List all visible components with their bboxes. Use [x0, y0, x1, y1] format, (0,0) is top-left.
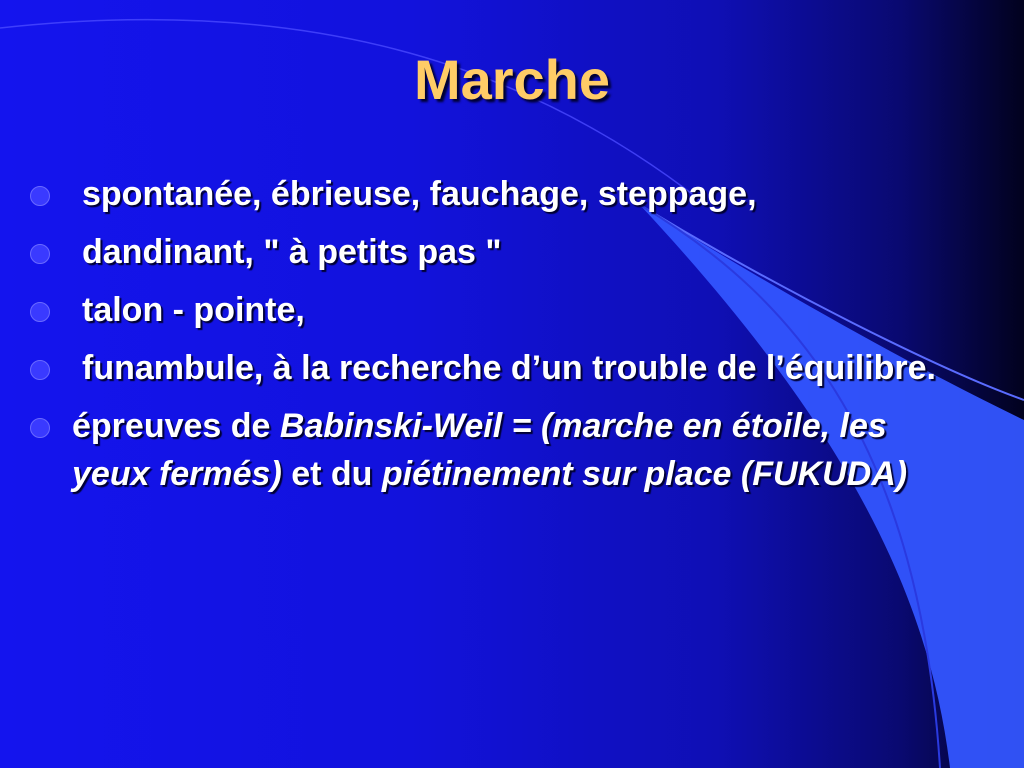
bullet-text: épreuves de — [72, 407, 280, 445]
bullet-item — [30, 344, 960, 392]
babinski-weil-text: Babinski-Weil = (marche en étoile, les yeux fermés) — [72, 407, 887, 493]
bullet-text: funambule, à la recherche d’un trouble de l’équilibre. — [82, 349, 936, 387]
bullet-dot-icon — [30, 302, 50, 322]
bullet-dot-icon — [30, 418, 50, 438]
bullet-item — [30, 170, 960, 218]
fukuda-text: piétinement sur place (FUKUDA) — [381, 455, 908, 493]
bullet-text: talon - pointe, — [82, 291, 305, 329]
bullet-item — [30, 286, 960, 334]
bullet-item-tests — [30, 402, 960, 498]
bullet-text-connector: et du — [281, 455, 382, 493]
bullet-text: spontanée, ébrieuse, fauchage, steppage, — [82, 175, 757, 213]
bullet-item — [30, 228, 960, 276]
bullet-dot-icon — [30, 360, 50, 380]
slide-title: Marche — [413, 48, 611, 111]
bullet-dot-icon — [30, 244, 50, 264]
bullet-list — [30, 170, 960, 508]
bullet-text: dandinant, " à petits pas " — [82, 233, 502, 271]
bullet-dot-icon — [30, 186, 50, 206]
